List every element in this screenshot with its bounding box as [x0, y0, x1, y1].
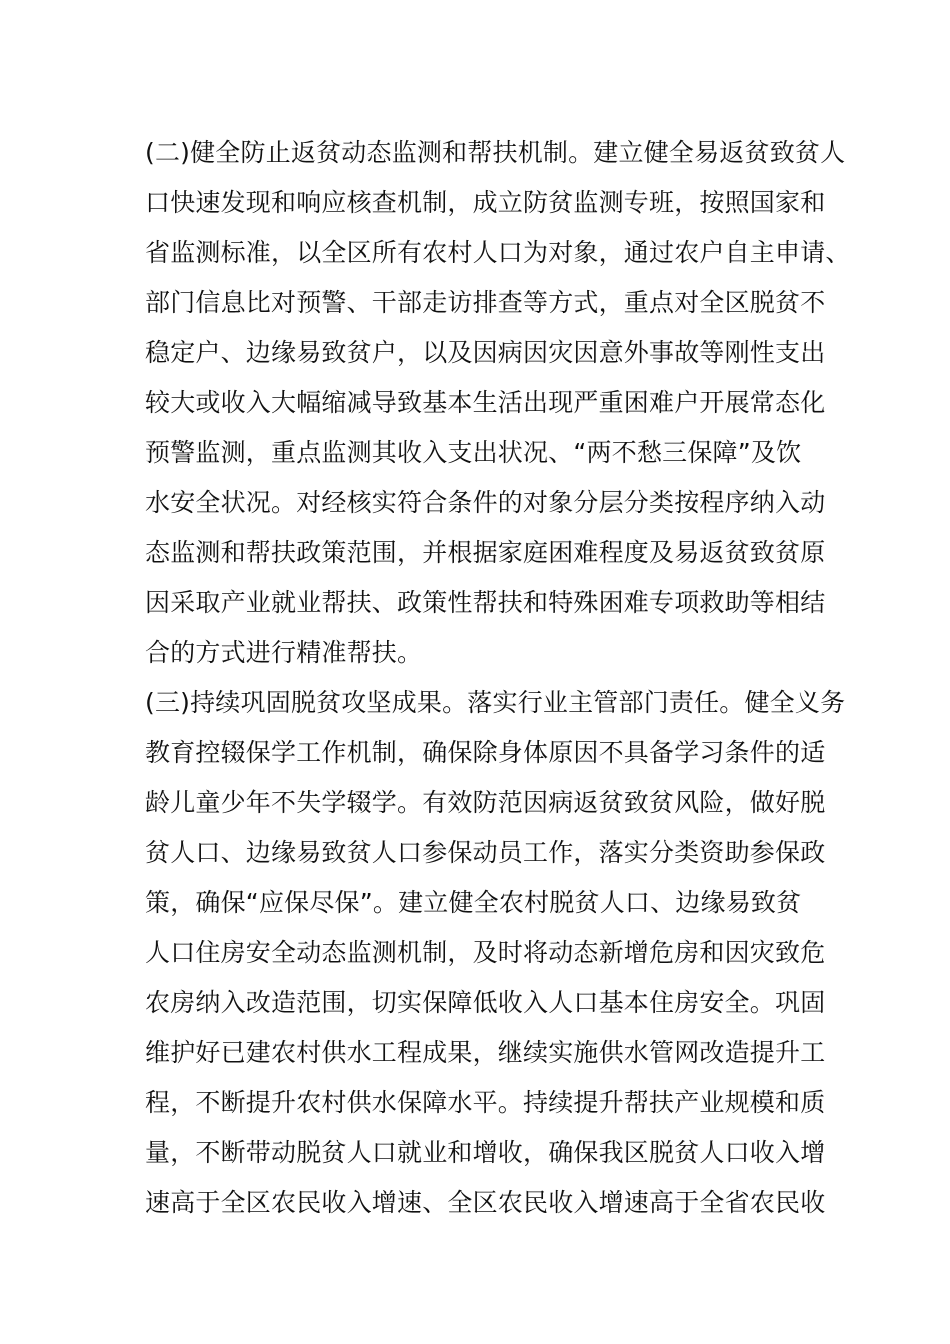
text-line: 合的方式进行精准帮扶。 [145, 638, 423, 667]
text-line: 人口住房安全动态监测机制，及时将动态新增危房和因灾致危 [145, 938, 826, 967]
text-line: (三)持续巩固脱贫攻坚成果。落实行业主管部门责任。健全义务 [145, 688, 846, 717]
text-line: 策，确保“应保尽保”。建立健全农村脱贫人口、边缘易致贫 [145, 888, 802, 917]
text-line: 部门信息比对预警、干部走访排查等方式，重点对全区脱贫不 [145, 288, 826, 317]
text-line: 龄儿童少年不失学辍学。有效防范因病返贫致贫风险，做好脱 [145, 788, 826, 817]
text-line: 农房纳入改造范围，切实保障低收入人口基本住房安全。巩固 [145, 988, 826, 1017]
text-line: 省监测标准，以全区所有农村人口为对象，通过农户自主申请、 [145, 238, 851, 267]
text-line: 稳定户、边缘易致贫户，以及因病因灾因意外事故等刚性支出 [145, 338, 826, 367]
text-line: 水安全状况。对经核实符合条件的对象分层分类按程序纳入动 [145, 488, 826, 517]
text-line: 维护好已建农村供水工程成果，继续实施供水管网改造提升工 [145, 1038, 826, 1067]
text-line: 教育控辍保学工作机制，确保除身体原因不具备学习条件的适 [145, 738, 826, 767]
text-line: 贫人口、边缘易致贫人口参保动员工作，落实分类资助参保政 [145, 838, 826, 867]
text-line: 预警监测，重点监测其收入支出状况、“两不愁三保障”及饮 [145, 438, 802, 467]
text-line: 因采取产业就业帮扶、政策性帮扶和特殊困难专项救助等相结 [145, 588, 826, 617]
text-line: 口快速发现和响应核查机制，成立防贫监测专班，按照国家和 [145, 188, 826, 217]
text-line: (二)健全防止返贫动态监测和帮扶机制。建立健全易返贫致贫人 [145, 138, 846, 167]
text-line: 量，不断带动脱贫人口就业和增收，确保我区脱贫人口收入增 [145, 1138, 826, 1167]
text-line: 程，不断提升农村供水保障水平。持续提升帮扶产业规模和质 [145, 1088, 826, 1117]
text-line: 态监测和帮扶政策范围，并根据家庭困难程度及易返贫致贫原 [145, 538, 826, 567]
document-body [145, 128, 851, 1228]
text-line: 速高于全区农民收入增速、全区农民收入增速高于全省农民收 [145, 1188, 826, 1217]
text-line: 较大或收入大幅缩减导致基本生活出现严重困难户开展常态化 [145, 388, 826, 417]
